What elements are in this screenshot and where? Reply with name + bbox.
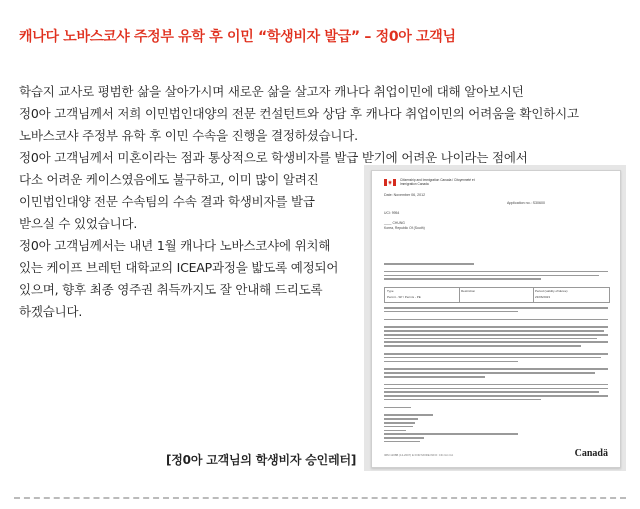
permit-table: Type Restriction Period (validity of/durée) Permit - SP / Permis - PE 23/06/2023 (384, 287, 610, 303)
paragraph-line: 노바스코샤 주정부 유학 후 이민 수속을 진행을 결정하셨습니다. (19, 128, 358, 143)
paragraph-line: 받으실 수 있었습니다. (19, 216, 138, 231)
page-title: 캐나다 노바스코샤 주정부 유학 후 이민 “학생비자 발급” – 정0아 고객님 (19, 29, 456, 45)
letter-body-lines (384, 263, 608, 282)
approval-letter (371, 170, 621, 468)
paragraph-line: 정0아 고객님께서 저희 이민법인대양의 전문 컨설턴트와 상담 후 캐나다 취업이민의 어려움을 확인하시고 (19, 106, 579, 121)
application-number: Application no.: S30600 (507, 201, 545, 205)
paragraph-line: 하겠습니다. (19, 304, 83, 319)
paragraph-line: 있으며, 향후 최종 영주권 취득까지도 잘 안내해 드리도록 (19, 282, 323, 297)
letter-date: Date: November 06, 2012 (384, 193, 426, 197)
paragraph-line: 이민법인대양 전문 수속팀의 수속 결과 학생비자를 발급 (19, 194, 315, 209)
section-divider (14, 497, 626, 499)
image-caption: [정0아 고객님의 학생비자 승인레터] (166, 453, 357, 467)
paragraph-line: 정0아 고객님께서 미혼이라는 점과 통상적으로 학생비자를 발급 받기에 어려운 나이라는 점에서 (19, 150, 528, 165)
addressee-block: UCI: 9954 ____ CHUNG Korea, Republic Of (South) (384, 211, 425, 230)
paragraph-line: 정0아 고객님께서는 내년 1월 캐나다 노바스코샤에 위치해 (19, 238, 331, 253)
canada-wordmark-logo: Canadä (574, 448, 608, 459)
paragraph-line: 있는 케이프 브레턴 대학교의 ICEAP과정을 밟도록 예정되어 (19, 260, 339, 275)
canada-flag-icon (384, 179, 396, 186)
paragraph-line: 다소 어려운 케이스였음에도 불구하고, 이미 많이 알려진 (19, 172, 319, 187)
department-header: Citizenship and Immigration Canada / Citoyenneté et Immigration Canada (400, 178, 475, 186)
letter-body-lines (384, 307, 608, 445)
paragraph-line: 학습지 교사로 평범한 삶을 살아가시며 새로운 삶을 살고자 캐나다 취업이민에 대해 알아보시던 (19, 84, 524, 99)
letter-footnote: IMM 1208B (12-2007) E FOR MORE INFO: CIC.GC.CA (384, 453, 454, 457)
visa-letter-image (364, 165, 626, 471)
